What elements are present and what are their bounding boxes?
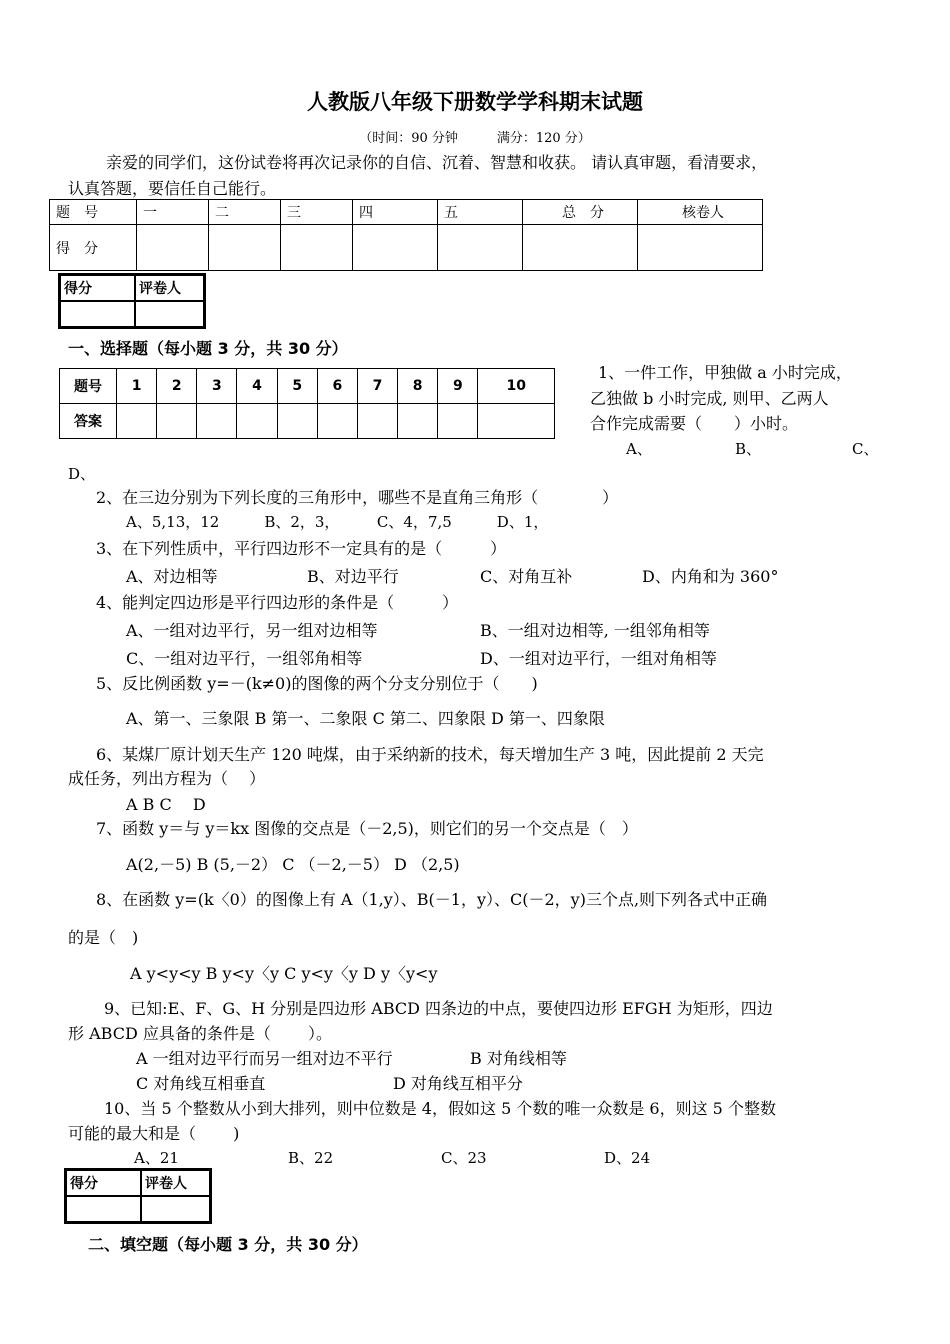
answer-table [59,368,555,439]
question-number: 5 [277,369,317,404]
q3-stem: 3、在下列性质中，平行四边形不一定具有的是（ ） [96,539,507,558]
score-cell[interactable] [523,225,638,271]
q5-stem: 5、反比例函数 y=－(k≠0)的图像的两个分支分别位于（ ) [96,674,538,693]
q1-line-3: 合作完成需要（ ）小时。 [590,414,799,433]
question-number: 3 [197,369,237,404]
q10-line-2: 可能的最大和是（ ) [68,1124,240,1143]
question-number: 6 [317,369,357,404]
grader-box [64,1168,212,1224]
answer-cell[interactable] [478,404,555,439]
q8-line-1: 8、在函数 y=(k〈0）的图像上有 A（1,y）、B(－1，y）、C(－2，y)三个点,则下列各式中正确 [96,890,768,909]
q8-options: A y<y<y B y<y〈y C y<y〈y D y〈y<y [130,964,438,983]
q3-option-c: C、对角互补 [480,567,573,586]
grader-name-cell[interactable] [135,301,205,328]
score-cell[interactable] [209,225,281,271]
grader-name-label: 评卷人 [135,275,205,302]
q9-option-c: C 对角线互相垂直 [136,1074,266,1093]
q6-line-2: 成任务，列出方程为（ ） [68,769,266,788]
q2-stem: 2、在三边分别为下列长度的三角形中，哪些不是直角三角形（ ） [96,488,619,507]
q1-option-c: C、 [852,440,879,458]
q9-option-b: B 对角线相等 [470,1049,567,1068]
question-number: 1 [117,369,157,404]
answer-row-label: 答案 [60,404,117,439]
q5-options: A、第一、三象限 B 第一、二象限 C 第二、四象限 D 第一、四象限 [126,709,605,728]
q6-options: A B C D [126,795,206,814]
score-header: 四 [353,200,438,225]
grader-score-cell[interactable] [66,1196,142,1223]
grader-score-label: 得分 [66,1170,142,1197]
grader-score-label: 得分 [60,275,136,302]
intro-line-2: 认真答题，要信任自己能行。 [68,179,277,198]
intro-line-1: 亲爱的同学们，这份试卷将再次记录你的自信、沉着、智慧和收获。 请认真审题，看清要求， [106,153,768,172]
q4-option-a: A、一组对边平行，另一组对边相等 [126,621,378,640]
q1-line-1: 1、一件工作，甲独做 a 小时完成， [598,363,852,382]
q1-option-a: A、 [626,440,652,458]
q10-option-a: A、21 [134,1149,179,1167]
answer-cell[interactable] [317,404,357,439]
grader-name-label: 评卷人 [141,1170,211,1197]
q1-line-2: 乙独做 b 小时完成, 则甲、乙两人 [590,389,829,408]
score-cell[interactable] [137,225,209,271]
q9-line-2: 形 ABCD 应具备的条件是（ ）。 [68,1024,332,1043]
answer-cell[interactable] [438,404,478,439]
q1-option-b: B、 [735,440,762,458]
score-header: 核卷人 [638,200,763,225]
question-number: 8 [398,369,438,404]
score-header: 二 [209,200,281,225]
exam-subtitle: （时间：90 分钟 满分：120 分） [359,131,591,146]
q9-line-1: 9、已知:E、F、G、H 分别是四边形 ABCD 四条边的中点，要使四边形 EFGH 为矩形，四边 [104,999,773,1018]
q3-option-d: D、内角和为 360° [642,567,779,586]
score-cell[interactable] [353,225,438,271]
q4-stem: 4、能判定四边形是平行四边形的条件是（ ） [96,593,459,612]
q10-line-1: 10、当 5 个整数从小到大排列，则中位数是 4，假如这 5 个数的唯一众数是 6，则这 5 个整数 [104,1099,776,1118]
q4-option-c: C、一组对边平行，一组邻角相等 [126,649,363,668]
q4-option-d: D、一组对边平行，一组对角相等 [480,649,717,668]
section-2-title: 二、填空题（每小题 3 分，共 30 分） [88,1235,368,1254]
question-number: 7 [357,369,397,404]
score-cell[interactable] [438,225,523,271]
question-number: 2 [157,369,197,404]
q3-option-b: B、对边平行 [307,567,399,586]
q10-option-d: D、24 [604,1149,651,1167]
answer-cell[interactable] [157,404,197,439]
score-header: 一 [137,200,209,225]
answer-cell[interactable] [237,404,277,439]
q9-option-d: D 对角线互相平分 [393,1074,523,1093]
q3-option-a: A、对边相等 [126,567,218,586]
q8-line-2: 的是（ ) [68,928,139,947]
score-header: 五 [438,200,523,225]
answer-cell[interactable] [117,404,157,439]
answer-cell[interactable] [197,404,237,439]
q10-option-c: C、23 [441,1149,487,1167]
score-header: 总 分 [523,200,638,225]
score-header: 三 [281,200,353,225]
q10-option-b: B、22 [288,1149,334,1167]
grader-score-cell[interactable] [60,301,136,328]
q7-stem: 7、函数 y＝与 y＝kx 图像的交点是（－2,5)，则它们的另一个交点是（ ） [96,819,638,838]
score-cell[interactable] [638,225,763,271]
score-table [49,199,763,271]
question-number: 10 [478,369,555,404]
grader-box [58,273,206,329]
answer-cell[interactable] [398,404,438,439]
score-header: 题 号 [50,200,137,225]
q7-options: A(2,－5) B (5,－2） C （－2,－5） D （2,5) [126,855,460,874]
question-number: 9 [438,369,478,404]
q1-option-d: D、 [68,465,96,483]
q9-option-a: A 一组对边平行而另一组对边不平行 [136,1049,393,1068]
answer-row-label: 题号 [60,369,117,404]
grader-name-cell[interactable] [141,1196,211,1223]
score-row-label: 得 分 [50,225,137,271]
question-number: 4 [237,369,277,404]
page-title: 人教版八年级下册数学学科期末试题 [307,90,643,114]
answer-cell[interactable] [357,404,397,439]
q2-options: A、5,13，12 B、2，3， C、4，7,5 D、1， [126,513,549,531]
q6-line-1: 6、某煤厂原计划天生产 120 吨煤，由于采纳新的技术，每天增加生产 3 吨，因此提前 2 天完 [96,745,764,764]
q4-option-b: B、一组对边相等, 一组邻角相等 [480,621,710,640]
section-1-title: 一、选择题（每小题 3 分，共 30 分） [68,339,348,358]
answer-cell[interactable] [277,404,317,439]
score-cell[interactable] [281,225,353,271]
